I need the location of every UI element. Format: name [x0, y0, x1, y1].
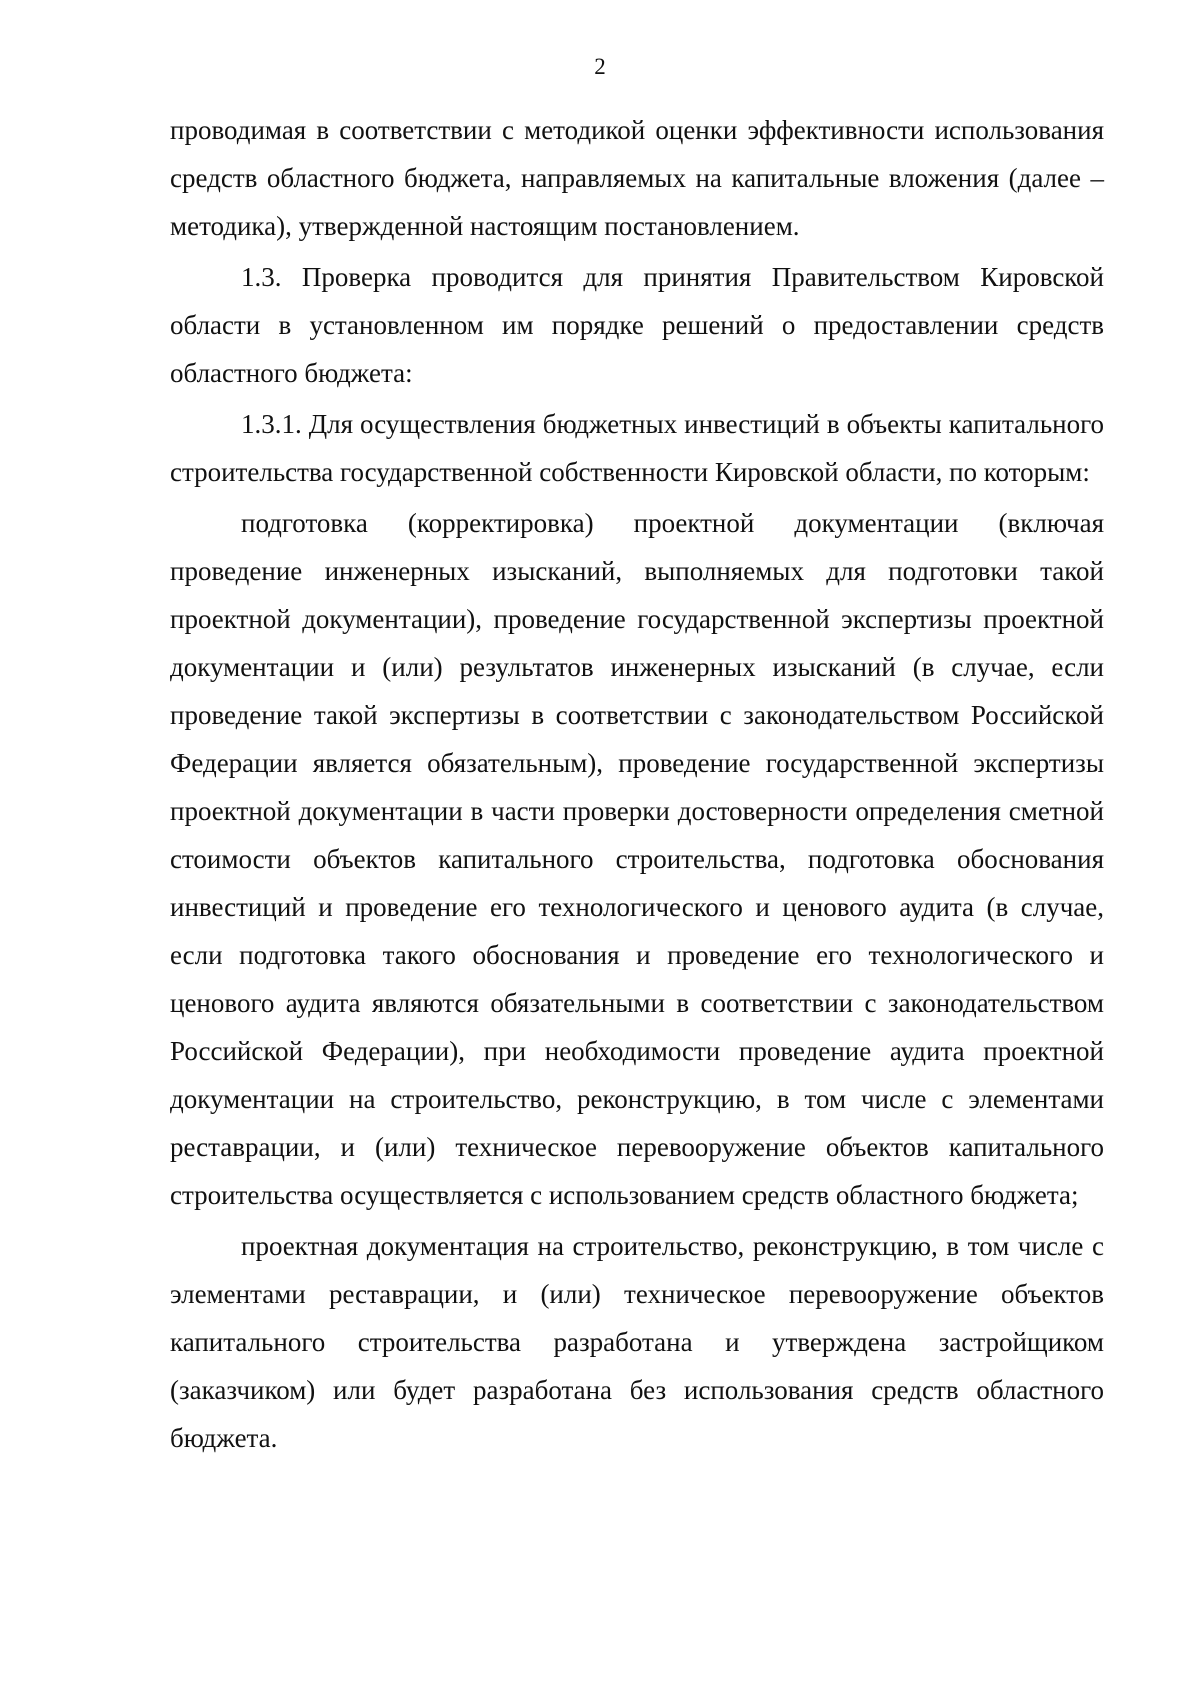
- paragraph-preparation: подготовка (корректировка) проектной документации (включая проведение инженерных изысканий, выполняемых для подготовки такой проектной документации), проведение государственной экспертизы проектной документации и (или) результатов инженерных изысканий (в случае, если проведение такой экспертизы в соответствии с законодательством Российской Федерации является обязательным), проведение государственной экспертизы проектной документации в части проверки достоверности определения сметной стоимости объектов капитального строительства, подготовка обоснования инвестиций и проведение его технологического и ценового аудита (в случае, если подготовка такого обоснования и проведение его технологического и ценового аудита являются обязательными в соответствии с законодательством Российской Федерации), при необходимости проведение аудита проектной документации на строительство, реконструкцию, в том числе с элементами реставрации, и (или) техническое перевооружение объектов капитального строительства осуществляется с использованием средств областного бюджета;: [170, 508, 1104, 1210]
- paragraph-continuation: проводимая в соответствии с методикой оценки эффективности использования средств областного бюджета, направляемых на капитальные вложения (далее – методика), утвержденной настоящим постановлением.: [170, 115, 1104, 241]
- paragraph-1-3-1: 1.3.1. Для осуществления бюджетных инвестиций в объекты капитального строительства государственной собственности Кировской области, по которым:: [170, 409, 1104, 487]
- document-body: [170, 106, 1104, 1462]
- paragraph-project-documentation: проектная документация на строительство, реконструкцию, в том числе с элементами реставрации, и (или) техническое перевооружение объектов капитального строительства разработана и утверждена застройщиком (заказчиком) или будет разработана без использования средств областного бюджета.: [170, 1231, 1104, 1453]
- paragraph-1-3: 1.3. Проверка проводится для принятия Правительством Кировской области в установленном им порядке решений о предоставлении средств областного бюджета:: [170, 262, 1104, 388]
- page-number: 2: [594, 54, 606, 79]
